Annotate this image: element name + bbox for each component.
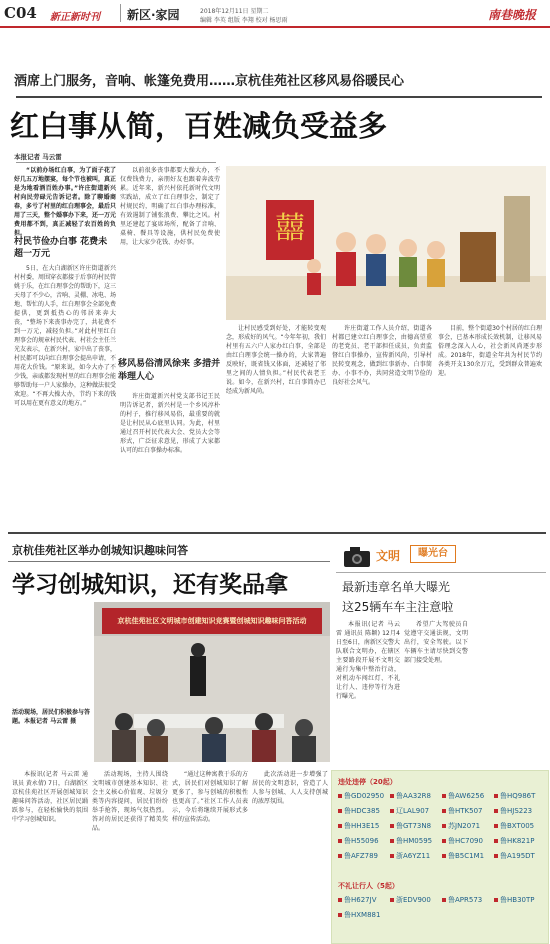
plate-number (442, 895, 482, 905)
article1-column: 5日，在大白湖新区许庄街道新兴村村委，周围穿衣都接于后事的村民管姚于乐，在红白理事会的帮助下，这三天母了不少心，音响、灵棚、冰电、场地、帮忙的人手，红白理事会全部免费提供，更到抵热心的邻居来奔大丧，“整场下来丧事办完了，共花费不到一万元，减轻负担。”对此村里红白理事会的规章村民代表、村社会主任兰光友表示，在新兴村，家中出了丧事，村民都可以向红白理事会提出申请，不用花大价钱。“原来说，如今大办了不少钱，亲戚都发现村里的红白理事会能够帮助每一户人家操办，这种做法很受欢迎。“不再大操大办，节约下来的钱可以用在更有意义的地方。” (14, 265, 116, 407)
plate-text: 鲁HJS223 (500, 807, 533, 815)
article1-lead: “以前办场红白事，为了面子花了好几五万地摆宴，每个节也被叫，真正是为地看酒百姓办事。”许庄街道新兴村向民劳碌元告诉记者。除了聊婚商春，多亏了村里的红白理事会，最后只用了三天，整个婚事办下来，还一万元费用都不到，真正减轻了农百姓的负担。 (14, 167, 116, 237)
plate-text: 鲁HQ986T (500, 792, 536, 800)
article1-subhead: 移风易俗清风徐来 多措并举理人心 (118, 359, 221, 382)
plate-number (390, 806, 429, 816)
plate-text: 辽LAL907 (396, 807, 430, 815)
article2-column: 本报讯(记者 马云雷 通讯员 黄永倩) 7日，白湖新区京杭佳苑社区开展创城知识趣味问答活动，社区居民踊跃参与，在轻松愉快的氛围中学习创城知识。 (12, 771, 88, 823)
plate-number (390, 791, 431, 801)
plate-number (442, 806, 483, 816)
plate-number (494, 895, 534, 905)
bullet-icon (390, 854, 394, 858)
bullet-icon (442, 839, 446, 843)
expose-body: 本报讯(记者 马云雷 通讯员 陈颖) 12月4日至6日，南新区交警大队联合文明办，在辖区主要路段开展不文明交通行为集中整治行动，对机动车闯红灯、不礼让行人、违停等行为进行曝光。 (336, 621, 400, 700)
bullet-icon (390, 824, 394, 828)
plate-text: 苏JN2071 (448, 822, 481, 830)
plate-number (338, 806, 380, 816)
bullet-icon (390, 898, 394, 902)
section-title: 新区·家园 (127, 8, 180, 22)
plate-list (331, 770, 549, 944)
article2-headline: 学习创城知识，还有奖品拿 (12, 572, 288, 598)
plate-text: 浙A6YZ11 (396, 852, 431, 860)
plate-number (338, 895, 376, 905)
plate-number (494, 836, 534, 846)
plate-text: 鲁AW6256 (448, 792, 485, 800)
plate-number (338, 851, 378, 861)
plate-text: 鲁H55096 (344, 837, 379, 845)
plate-number (338, 821, 379, 831)
expose-badge: 曝光台 (410, 545, 456, 563)
svg-text:囍: 囍 (275, 211, 305, 246)
plate-text: 浙EDV900 (396, 896, 431, 904)
plate-text: 鲁GD02950 (344, 792, 385, 800)
plate-text: 鲁HK821P (500, 837, 535, 845)
divider (336, 572, 546, 573)
camera-icon (342, 545, 372, 569)
divider (16, 162, 216, 163)
plate-group-title: 不礼让行人（5起） (338, 882, 399, 890)
plate-number (338, 791, 384, 801)
plate-text: 鲁A195DT (500, 852, 535, 860)
bullet-icon (390, 839, 394, 843)
event-photo (94, 602, 330, 762)
plate-text: 鲁HH3E15 (344, 822, 380, 830)
photo-caption: 活动现场，居民们积极参与答题。本报记者 马云雷 摄 (12, 709, 90, 725)
plate-text: 鲁AA32R8 (396, 792, 431, 800)
article1-subhead: 村民节俭办白事 花费未超一万元 (14, 237, 108, 259)
bullet-icon (338, 839, 342, 843)
bullet-icon (338, 824, 342, 828)
divider (8, 561, 330, 562)
expose-label: 文明 (376, 549, 401, 563)
channel-logo: 新正新时刊 (50, 12, 100, 23)
expose-headline: 最新违章名单大曝光 (342, 580, 451, 594)
plate-text: 鲁AFZ789 (344, 852, 378, 860)
bullet-icon (442, 898, 446, 902)
bullet-icon (442, 854, 446, 858)
wedding-illustration (226, 166, 546, 320)
article1-column: 许庄街道工作人员介绍，街道各村都已建立红白理事会，由德高望重的老党员、老干部担任成员，负责监督红白事操办，宣传新风尚，引导村民转变观念，做到红事新办、白事简办、小事不办，共同营造文明节俭的良好社会风气。 (332, 325, 432, 386)
masthead (0, 0, 550, 28)
article1-column: 以前很多丧事都要大操大办，不仅费钱费力，亲朋好友也跟着奔波劳累。近年来，新兴村依托新时代文明实践站，成立了红白理事会，制定了村规民约，明确了红白事办理标准，有效遏制了铺张浪费、攀比之风。村里还建起了宴席场所，配备了音响、桌椅、餐具等设施，供村民免费使用，让大家少花钱、办好事。 (120, 167, 220, 246)
plate-number (494, 851, 535, 861)
bullet-icon (442, 809, 446, 813)
issue-date: 2018年12月11日 星期二 (200, 8, 269, 15)
plate-number (494, 806, 532, 816)
plate-number (442, 791, 484, 801)
expose-body: 希望广大驾驶员自觉遵守交通法规，文明出行，安全驾驶。以下车辆车主请尽快到交警部门接受处理。 (404, 621, 468, 664)
newspaper-logo: 南巷晚报 (488, 8, 537, 22)
bullet-icon (442, 794, 446, 798)
article1-column: 目前，整个街道30个村居的红白理事会，已基本形成长效机制，让移风易俗理念深入人心，社会新风尚逐步形成。2018年，街道全年共为村民节约各类开支130余万元，受到群众普遍欢迎。 (438, 325, 542, 377)
bullet-icon (338, 898, 342, 902)
bullet-icon (494, 839, 498, 843)
bullet-icon (390, 794, 394, 798)
expose-headline: 这25辆车车主注意啦 (342, 600, 454, 614)
bullet-icon (338, 794, 342, 798)
plate-text: 鲁GT73N8 (396, 822, 432, 830)
plate-text: 鲁HXM881 (344, 911, 381, 919)
article1-column: 许庄街道新兴村党支部书记王民明告诉记者，新兴村是一个乡风淳朴的村子，推行移风易俗，最重要的就是让村民从心底里认同。为此，村里通过召开村民代表大会、党员大会等形式，广泛征求意见，形成了大家都认可的红白事操办标准。 (120, 393, 220, 454)
plate-number (390, 895, 431, 905)
staff-credits: 编辑 李英 组版 李翔 校对 杨思雨 (200, 17, 288, 24)
bullet-icon (494, 854, 498, 858)
plate-text: 鲁HM0595 (396, 837, 433, 845)
bullet-icon (494, 898, 498, 902)
plate-number (442, 851, 484, 861)
bullet-icon (338, 913, 342, 917)
divider (120, 4, 121, 22)
article1-column: 让村民感受到好处，才能转变观念，形成好的风气。“今年年初，我们村里有五六户人家办红白事，全部是由红白理事会统一操办的，大家普遍反映好，既省钱又体面，还减轻了邻里之间的人情负担。”村民代表老王说。如今，在新兴村，红白事简办已经成为新风尚。 (226, 325, 326, 395)
bullet-icon (390, 809, 394, 813)
article2-kicker: 京杭佳苑社区举办创城知识趣味问答 (12, 544, 188, 557)
plate-text: 鲁APR573 (448, 896, 483, 904)
plate-text: 鲁HTK507 (448, 807, 483, 815)
plate-text: 鲁H627JV (344, 896, 377, 904)
bullet-icon (494, 824, 498, 828)
plate-group-title: 违处违停（20起） (338, 778, 397, 786)
plate-text: 鲁HB30TP (500, 896, 535, 904)
article2-column: 活动现场，主持人围绕文明城市创建基本知识、社会主义核心价值观、垃圾分类等内容提问，居民们纷纷举手抢答，现场气氛热烈。答对的居民还获得了精美奖品。 (92, 771, 168, 832)
article1-byline: 本报记者 马云雷 (14, 153, 62, 161)
article1-headline: 红白事从简，百姓减负受益多 (10, 109, 388, 143)
plate-number (338, 910, 380, 920)
divider (8, 532, 546, 534)
plate-number (494, 821, 534, 831)
plate-number (442, 836, 483, 846)
photo-banner: 京杭佳苑社区文明城市创建知识竞赛暨创城知识趣味问答活动 (102, 608, 322, 634)
plate-number (390, 836, 432, 846)
page-number: C04 (4, 4, 37, 22)
article2-column: “通过这种寓教于乐的方式，居民们对创城知识了解更多了，参与创城的积极性也更高了。”社区工作人员表示，今后将继续开展形式多样的宣传活动。 (172, 771, 248, 823)
plate-text: 鲁HDC385 (344, 807, 380, 815)
plate-number (390, 821, 431, 831)
plate-text: 鲁BXT005 (500, 822, 535, 830)
plate-number (442, 821, 480, 831)
plate-number (390, 851, 430, 861)
illustration (226, 166, 546, 320)
divider (16, 96, 542, 98)
plate-number (338, 836, 379, 846)
bullet-icon (338, 809, 342, 813)
bullet-icon (338, 854, 342, 858)
plate-number (494, 791, 535, 801)
article2-column: 此次活动进一步增强了居民的文明意识，营造了人人参与创城、人人支持创城的浓厚氛围。 (252, 771, 328, 805)
plate-text: 鲁HC7090 (448, 837, 483, 845)
article1-kicker: 酒席上门服务，音响、帐篷免费用……京杭佳苑社区移风易俗暖民心 (14, 74, 405, 89)
bullet-icon (494, 794, 498, 798)
bullet-icon (442, 824, 446, 828)
plate-text: 鲁B5C1M1 (448, 852, 485, 860)
bullet-icon (494, 809, 498, 813)
